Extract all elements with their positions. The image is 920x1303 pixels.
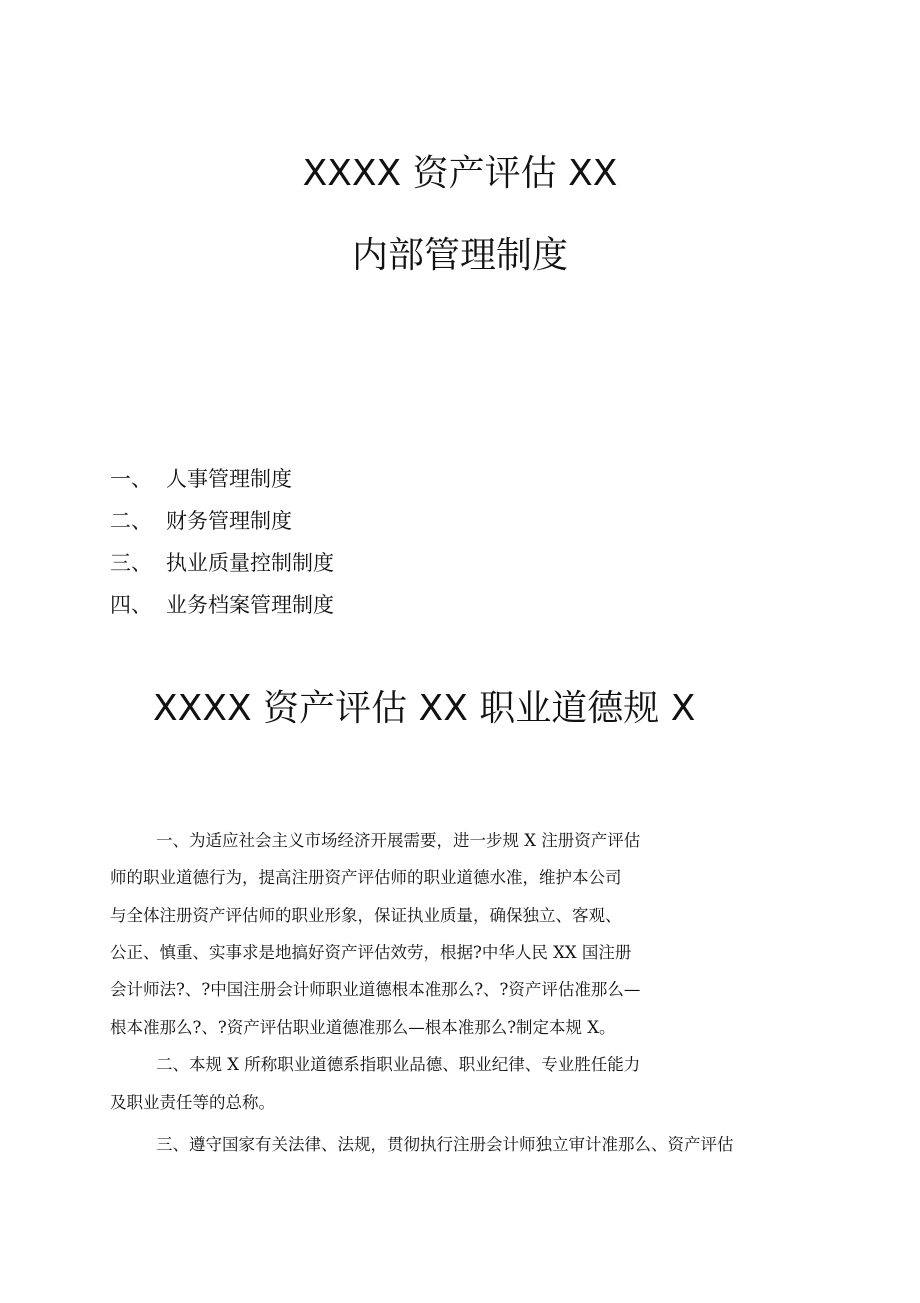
toc-item xyxy=(110,500,334,542)
toc-item xyxy=(110,584,334,626)
body-line: 一、为适应社会主义市场经济开展需要，进一步规 X 注册资产评估 xyxy=(156,831,641,850)
toc-item-label: 执业质量控制制度 xyxy=(166,551,334,575)
body-line: 会计师法?、?中国注册会计师职业道德根本准那么?、?资产评估准那么— xyxy=(110,980,641,999)
body-line: 及职业责任等的总称。 xyxy=(110,1093,275,1112)
body-line: 公正、慎重、实事求是地搞好资产评估效劳，根据?中华人民 XX 国注册 xyxy=(110,943,632,962)
body-line: 师的职业道德行为，提高注册资产评估师的职业道德水准，维护本公司 xyxy=(110,868,622,887)
body-line: 二、本规 X 所称职业道德系指职业品德、职业纪律、专业胜任能力 xyxy=(156,1055,641,1074)
body-line: 三、遵守国家有关法律、法规，贯彻执行注册会计师独立审计准那么、资产评估 xyxy=(156,1135,734,1154)
toc-item-number: 一、 xyxy=(110,467,152,491)
cover-title-line1: XXXX 资产评估 XX xyxy=(302,153,618,194)
table-of-contents xyxy=(110,458,334,626)
toc-item-number: 三、 xyxy=(110,551,152,575)
toc-item-number: 四、 xyxy=(110,593,152,617)
toc-item-number: 二、 xyxy=(110,509,152,533)
toc-item-label: 人事管理制度 xyxy=(166,467,292,491)
toc-item xyxy=(110,542,334,584)
section-title: XXXX 资产评估 XX 职业道德规 X xyxy=(153,688,696,729)
body-line: 与全体注册资产评估师的职业形象，保证执业质量，确保独立、客观、 xyxy=(110,906,622,925)
cover-title-line2: 内部管理制度 xyxy=(351,235,568,276)
body-line: 根本准那么?、?资产评估职业道德准那么—根本准那么?制定本规 X。 xyxy=(110,1018,616,1037)
toc-item xyxy=(110,458,334,500)
toc-item-label: 业务档案管理制度 xyxy=(166,593,334,617)
toc-item-label: 财务管理制度 xyxy=(166,509,292,533)
